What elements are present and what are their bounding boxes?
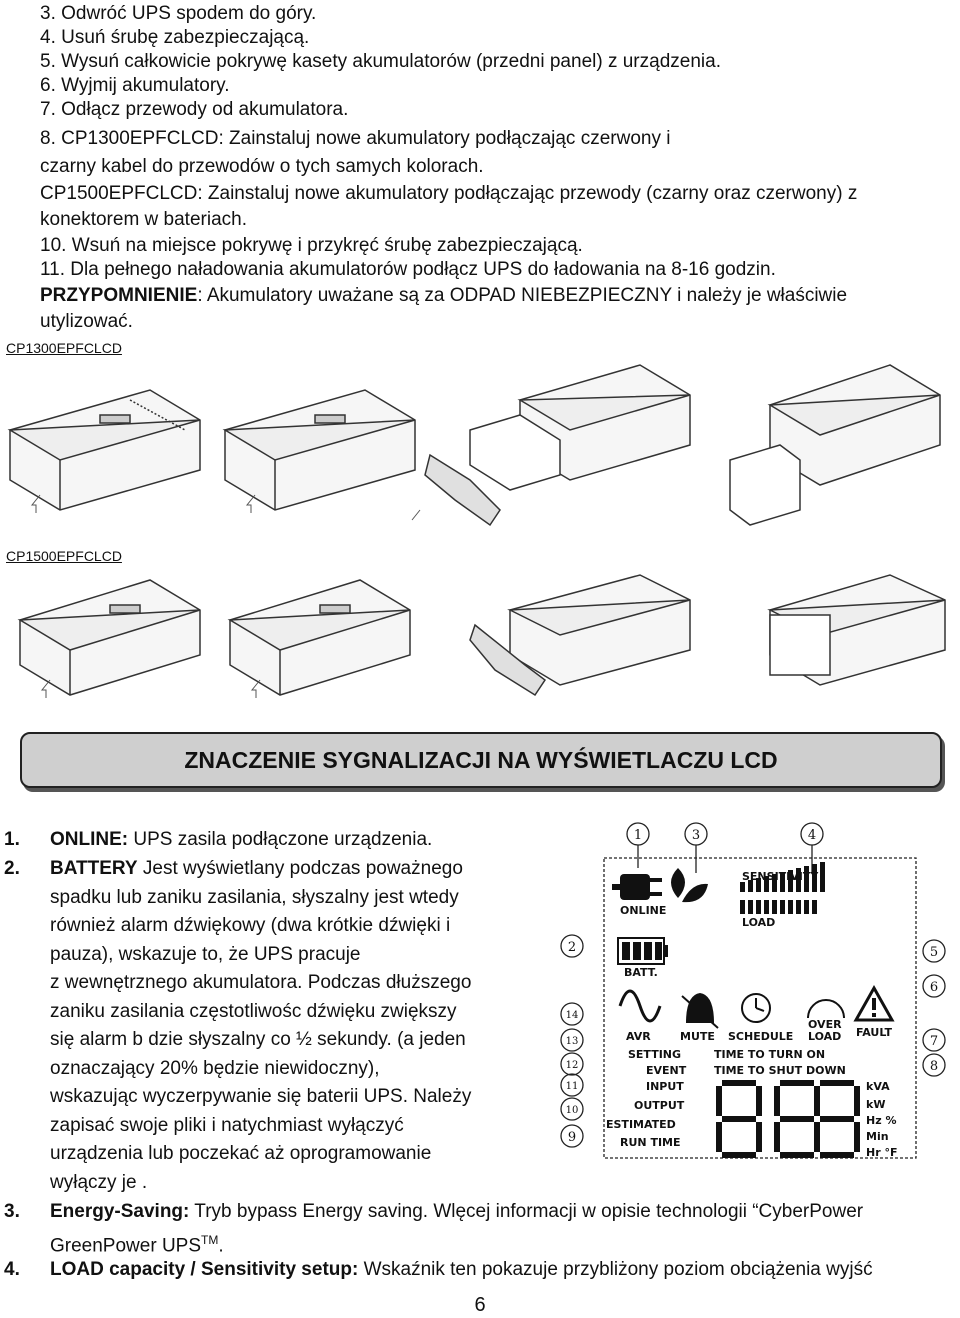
item-3-number: 3. (4, 1201, 20, 1222)
lcd-avr: AVR (626, 1030, 651, 1043)
callout-13: 13 (565, 1036, 579, 1047)
reminder-cont: utylizować. (40, 311, 133, 332)
lcd-online: ONLINE (620, 904, 667, 917)
reminder (40, 284, 847, 308)
callout-7: 7 (929, 1034, 939, 1049)
lcd-load: LOAD (742, 916, 776, 929)
item-2-line-4: z wewnętrznego akumulatora. Podczas dłuższego (50, 972, 472, 993)
callout-11: 11 (565, 1081, 579, 1092)
callout-9: 9 (567, 1130, 577, 1145)
model-label-cp1300: CP1300EPFCLCD (6, 340, 122, 356)
reminder-label: PRZYPOMNIENIE (40, 285, 198, 306)
callout-1: 1 (633, 828, 643, 843)
online-plug-icon (612, 874, 662, 900)
item-2-line-8: wskazując wyczerpywanie się baterii UPS. Należy (50, 1086, 472, 1107)
lcd-schedule: SCHEDULE (728, 1030, 794, 1043)
lcd-output: OUTPUT (634, 1099, 685, 1112)
callout-2: 2 (567, 940, 577, 955)
step-8-cont: czarny kabel do przewodów o tych samych kolorach. (40, 156, 484, 177)
item-4-number: 4. (4, 1259, 20, 1280)
avr-waveform-icon (620, 991, 660, 1021)
step-8: 8. CP1300EPFCLCD: Zainstaluj nowe akumulatory podłączając czerwony i (40, 128, 671, 149)
step-8-cp1500-cont: konektorem w bateriach. (40, 209, 247, 230)
item-1-number: 1. (4, 829, 20, 850)
callout-14: 14 (565, 1010, 579, 1021)
battery-icon (618, 938, 668, 964)
item-2-number: 2. (4, 858, 20, 879)
lcd-batt: BATT. (624, 966, 658, 979)
item-2-line-10: urządzenia lub poczekać aż oprogramowanie (50, 1143, 432, 1164)
item-3-text2: GreenPower UPS (50, 1235, 202, 1257)
lcd-setting: SETTING (628, 1048, 682, 1061)
item-2-line-9: zapisać swoje pliki i natychmiast wyłączyć (50, 1115, 404, 1136)
lcd-input: INPUT (646, 1080, 684, 1093)
item-4 (50, 1256, 873, 1284)
callout-12: 12 (565, 1060, 579, 1071)
lcd-panel-diagram (558, 818, 958, 1168)
lcd-event: EVENT (646, 1064, 687, 1077)
reminder-text: : Akumulatory uważane są za ODPAD NIEBEZPIECZNY i należy je właściwie (197, 285, 848, 306)
lcd-fault: FAULT (856, 1026, 893, 1039)
step-4: 4. Usuń śrubę zabezpieczającą. (40, 27, 310, 48)
battery-replacement-illustration-cp1300 (0, 360, 960, 535)
model-label-cp1500: CP1500EPFCLCD (6, 548, 122, 564)
page-number: 6 (474, 1294, 486, 1316)
lcd-time-to-turn-on: TIME TO TURN ON (714, 1048, 826, 1061)
item-3 (50, 1198, 863, 1226)
item-1 (50, 826, 432, 854)
seven-segment-display (716, 1080, 860, 1158)
item-2-label: BATTERY (50, 858, 138, 879)
mute-bell-icon (682, 993, 718, 1028)
fault-warning-icon (856, 988, 892, 1020)
item-2-line-0 (50, 855, 463, 883)
item-2-line-6: się alarm b dzie słyszalny co ½ sekundy. (a jeden (50, 1029, 466, 1050)
item-3-label: Energy-Saving: (50, 1201, 190, 1222)
callout-10: 10 (565, 1105, 579, 1116)
section-banner: ZNACZENIE SYGNALIZACJI NA WYŚWIETLACZU LCD (20, 732, 942, 788)
battery-replacement-illustration-cp1500 (0, 570, 960, 720)
callout-4: 4 (807, 828, 817, 843)
step-11: 11. Dla pełnego naładowania akumulatorów podłącz UPS do ładowania na 8-16 godzin. (40, 259, 776, 280)
lcd-kw: kW (866, 1098, 886, 1111)
item-2-line-7: oznaczający 20% będzie niewidoczny), (50, 1058, 380, 1079)
energy-saving-leaf-icon (671, 868, 708, 902)
step-8-cp1500: CP1500EPFCLCD: Zainstaluj nowe akumulatory podłączając przewody (czarny oraz czerwony) z (40, 183, 858, 204)
step-6: 6. Wyjmij akumulatory. (40, 75, 230, 96)
lcd-mute: MUTE (680, 1030, 715, 1043)
schedule-clock-icon (742, 994, 770, 1022)
callout-6: 6 (929, 980, 939, 995)
step-10: 10. Wsuń na miejsce pokrywę i przykręć śrubę zabezpieczającą. (40, 235, 583, 256)
item-3-text: Tryb bypass Energy saving. Wlęcej informacji w opisie technologii “CyberPower (189, 1201, 864, 1222)
item-4-text: Wskaźnik ten pokazuje przybliżony poziom obciążenia wyjść (358, 1259, 873, 1280)
item-2-line-2: również alarm dźwiękowy (dwa krótkie dźwięki i (50, 915, 451, 936)
load-bars (740, 900, 817, 914)
item-2-line-11: wyłączy je . (50, 1172, 148, 1193)
lcd-hr: Hr °F (866, 1146, 898, 1159)
item-1-text: UPS zasila podłączone urządzenia. (128, 829, 433, 850)
lcd-estimated: ESTIMATED (606, 1118, 676, 1131)
step-3: 3. Odwróć UPS spodem do góry. (40, 3, 317, 24)
lcd-sensitivity: SENSITIVITY (742, 870, 819, 883)
lcd-overload: LOAD (808, 1030, 842, 1043)
item-2-text: Jest wyświetlany podczas poważnego (137, 858, 463, 879)
step-5: 5. Wysuń całkowicie pokrywę kasety akumulatorów (przedni panel) z urządzenia. (40, 51, 721, 72)
overload-gauge-icon (808, 1000, 844, 1018)
item-2-line-3: pauza), wskazuje to, że UPS pracuje (50, 944, 361, 965)
step-7: 7. Odłącz przewody od akumulatora. (40, 99, 349, 120)
lcd-time-to-shut-down: TIME TO SHUT DOWN (714, 1064, 846, 1077)
callout-5: 5 (929, 945, 939, 960)
lcd-runtime: RUN TIME (620, 1136, 681, 1149)
item-1-label: ONLINE: (50, 829, 129, 850)
item-3-text3: . (218, 1235, 224, 1257)
item-4-label: LOAD capacity / Sensitivity setup: (50, 1259, 359, 1280)
lcd-kva: kVA (866, 1080, 890, 1093)
item-3-trademark: TM (201, 1233, 219, 1247)
callout-8: 8 (929, 1059, 939, 1074)
item-2-line-1: spadku lub zaniku zasilania, słyszalny jest wtedy (50, 887, 459, 908)
lcd-hz: Hz % (866, 1114, 897, 1127)
callout-3: 3 (691, 828, 701, 843)
lcd-over: OVER (808, 1018, 842, 1031)
lcd-min: Min (866, 1130, 889, 1143)
item-2-line-5: zaniku zasilania częstotliwośc dźwięku zwiększy (50, 1001, 457, 1022)
